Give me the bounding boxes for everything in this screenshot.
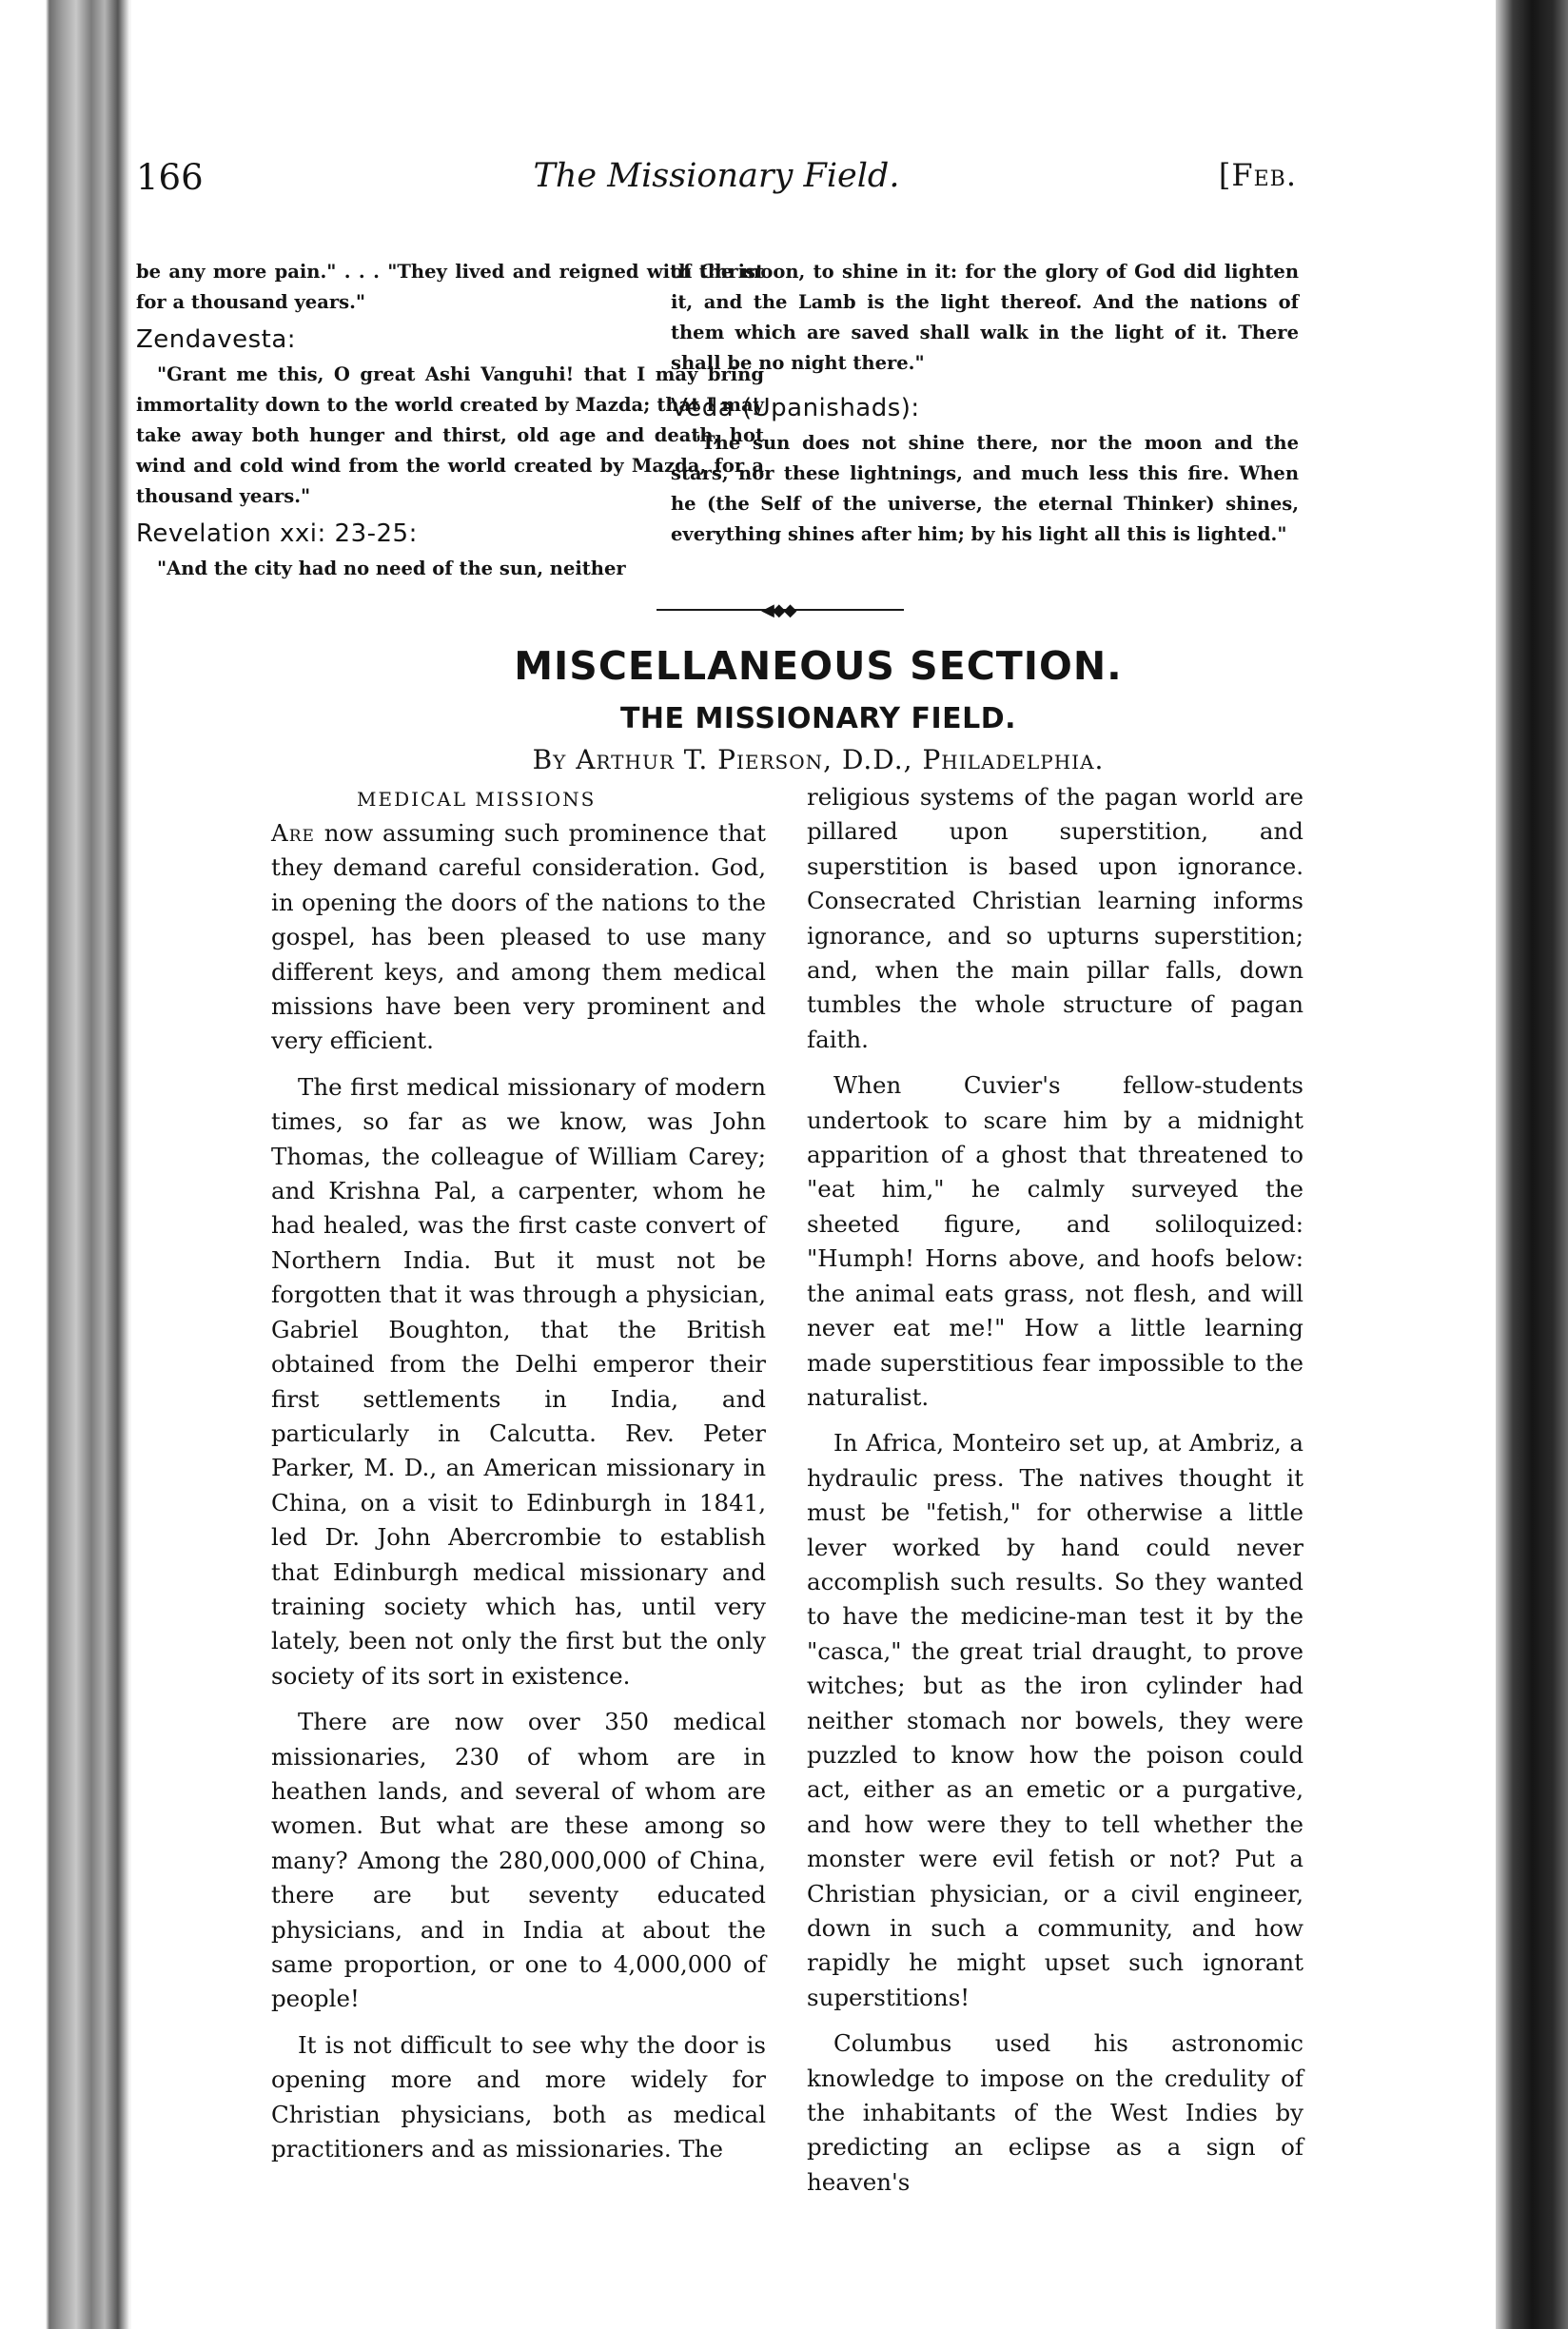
zendavesta-quote: "Grant me this, O great Ashi Vanguhi! that I may bring immortality down to the world created by Mazda; that I may take away both hunger and thirst, old age and death, hot wind and cold wind from the world created by Mazda, for a thousand years." <box>136 363 764 507</box>
article-left-column <box>271 788 766 2178</box>
header-month: [Feb. <box>1218 157 1297 193</box>
divider-ornament-icon: ◀◆◆ <box>761 600 795 620</box>
book-spine-edge <box>0 0 131 2329</box>
ornamental-divider <box>657 600 904 620</box>
paragraph <box>271 816 766 1059</box>
paragraph: It is not difficult to see why the door is opening more and more widely for Christian physicians, both as medical practitioners and as missionaries. The <box>271 2030 766 2163</box>
top-right-column <box>671 257 1299 550</box>
section-title: MISCELLANEOUS SECTION. <box>514 643 1123 689</box>
paragraph: The first medical missionary of modern times, so far as we know, was John Thomas, the colleague of William Carey; and Krishna Pal, a carpenter, whom he had healed, was the first caste convert of Northern India. But it must not be forgotten that it was through a physician, Gabriel Boughton, that the British obtained from the Delhi emperor their first settlements in India, and particularly in Calcutta. Rev. Peter Parker, M. D., an American missionary in China, on a visit to Edinburgh in 1841, led Dr. John Abercrombie to establish that Edinburgh medical missionary and training society which has, until very lately, been not only the first but the only society of its sort in existence. <box>271 1072 766 1690</box>
byline: By Arthur T. Pierson, D.D., Philadelphia. <box>532 744 1105 775</box>
paragraph: When Cuvier's fellow-students undertook to scare him by a midnight apparition of a ghost that threatened to "eat him," he calmly surveyed the sheeted figure, and soliloquized: "Humph! Horns above, and hoofs below: the animal eats grass, not flesh, and will never eat me!" How a little learning made superstitious fear impossible to the naturalist. <box>807 1071 1303 1411</box>
paragraph-text: now assuming such prominence that they demand careful consideration. God, in opening the doors of the nations to the gospel, has been pleased to use many different keys, and among them medical missions have been very prominent and very efficient. <box>271 819 766 1055</box>
article-title: THE MISSIONARY FIELD. <box>619 702 1017 735</box>
veda-label: Veda (Upanishads): <box>671 394 920 422</box>
revelation-quote-continued: of the moon, to shine in it: for the glory of God did lighten it, and the Lamb is the light thereof. And the nations of them which are saved shall walk in the light of it. There shall be no night there." <box>671 261 1299 374</box>
top-left-column <box>136 257 764 584</box>
revelation-quote-start: "And the city had no need of the sun, neither <box>157 558 626 579</box>
paragraph: In Africa, Monteiro set up, at Ambriz, a hydraulic press. The natives thought it must be "fetish," for otherwise a little lever worked by hand could never accomplish such results. So they wanted to have the medicine-man test it by the "casca," the great trial draught, to prove witches; but as the iron cylinder had neither stomach nor bowels, they were puzzled to know how the poison could act, either as an emetic or a purgative, and how were they to tell whether the monster were evil fetish or not? Put a Christian physician, or a civil engineer, down in such a community, and how rapidly he might upset such ignorant superstitions! <box>807 1429 1303 2011</box>
paragraph: religious systems of the pagan world are pillared upon superstition, and superstition is based upon ignorance. Consecrated Christian learning informs ignorance, and so upturns superstition; and, when the main pillar falls, down tumbles the whole structure of pagan faith. <box>807 783 1303 1053</box>
article-right-column <box>807 780 1303 2211</box>
page-edge-shadow <box>1496 0 1568 2329</box>
subhead-medical-missions: MEDICAL MISSIONS <box>357 788 597 811</box>
lead-word: Are <box>271 819 315 847</box>
continued-quote: be any more pain." . . . "They lived and reigned with Christ for a thousand years." <box>136 261 764 313</box>
paragraph: Columbus used his astronomic knowledge to impose on the credulity of the inhabitants of the West Indies by predicting an eclipse as a sign of heaven's <box>807 2029 1303 2196</box>
page-number: 166 <box>136 157 204 198</box>
page-header <box>136 157 1297 214</box>
veda-quote: "The sun does not shine there, nor the moon and the stars, nor these lightnings, and much less this fire. When he (the Self of the universe, the eternal Thinker) shines, everything shines after him; by his light all this is lighted." <box>671 432 1299 545</box>
running-title: The Missionary Field. <box>533 157 900 195</box>
zendavesta-label: Zendavesta: <box>136 325 297 354</box>
paragraph: There are now over 350 medical missionaries, 230 of whom are in heathen lands, and several of whom are women. But what are these among so many? Among the 280,000,000 of China, there are but seventy educated physicians, and in India at about the same proportion, or one to 4,000,000 of people! <box>271 1708 766 2013</box>
revelation-label: Revelation xxi: 23-25: <box>136 519 418 548</box>
